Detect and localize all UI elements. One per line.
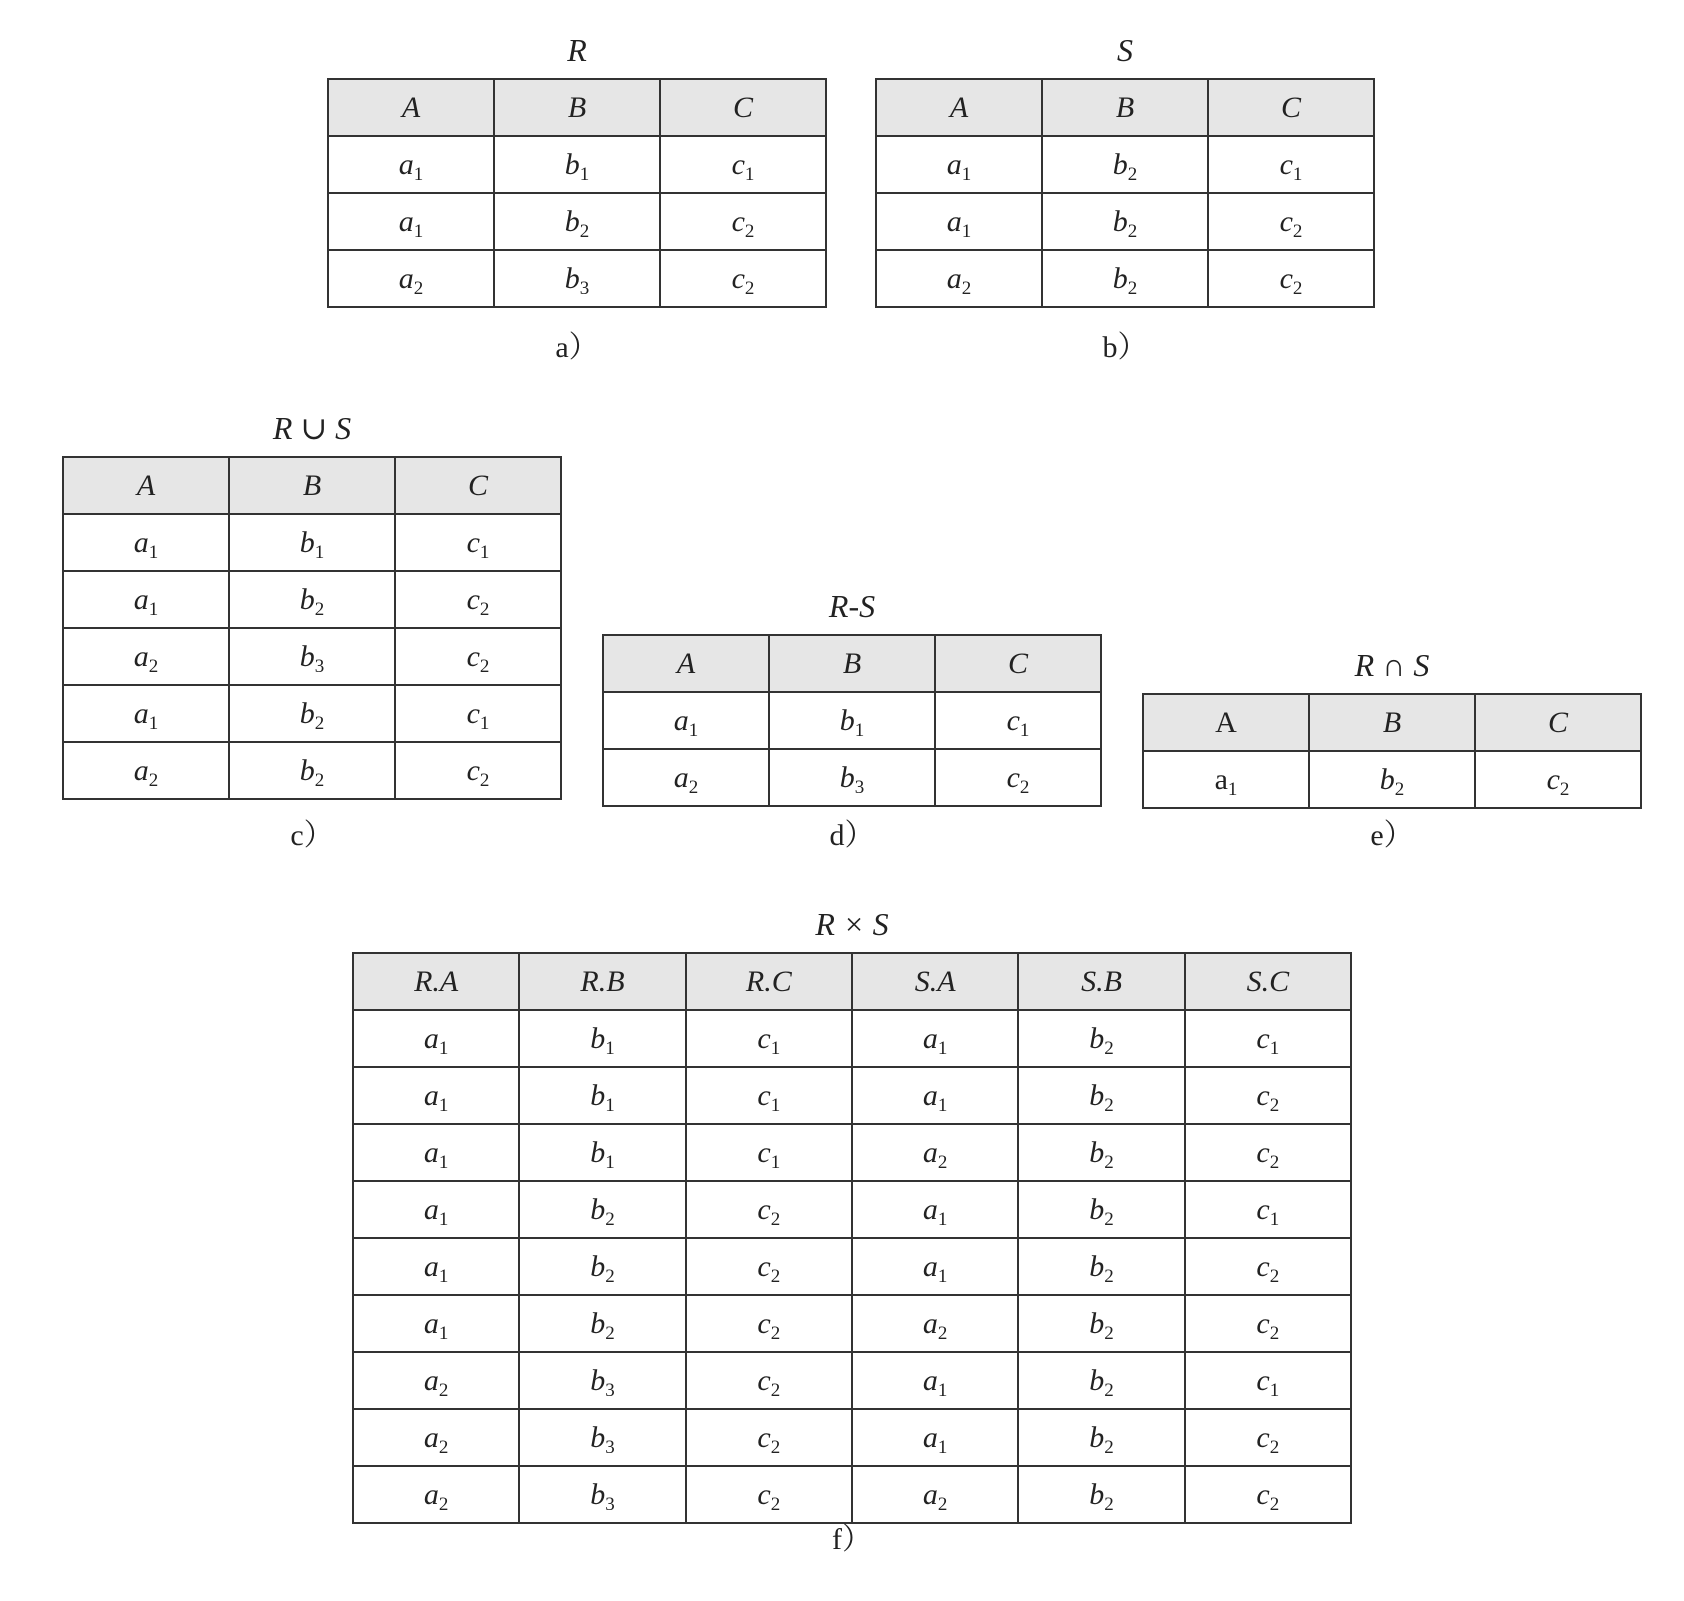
table-cell: $b_1$ xyxy=(769,692,935,749)
table-cell: $a_2$ xyxy=(63,742,229,799)
subscript-index: 2 xyxy=(770,1322,781,1344)
table-row xyxy=(353,1409,1351,1466)
subscript-index: 2 xyxy=(438,1436,449,1458)
table-cell: $b_2$ xyxy=(1042,250,1208,307)
table-row xyxy=(1143,751,1641,808)
subscript-index: 2 xyxy=(770,1379,781,1401)
table-cell: $c_1$ xyxy=(686,1010,852,1067)
relation-caption: f） xyxy=(832,1523,872,1556)
subscript-index: 1 xyxy=(937,1208,948,1230)
table-cell: $b_2$ xyxy=(1018,1352,1184,1409)
subscript-index: 1 xyxy=(770,1151,781,1173)
table-cell: $c_2$ xyxy=(660,250,826,307)
header-row xyxy=(876,79,1374,136)
table-cell: $c_2$ xyxy=(1475,751,1641,808)
subscript-index: 1 xyxy=(479,712,490,734)
table-cell: $a_1$ xyxy=(353,1181,519,1238)
table-cell: $c_2$ xyxy=(686,1181,852,1238)
subscript-index: 2 xyxy=(314,769,325,791)
table-row xyxy=(353,1466,1351,1523)
table-cell: $c_1$ xyxy=(660,136,826,193)
subscript-index: 1 xyxy=(479,541,490,563)
table-cell: $b_3$ xyxy=(519,1466,685,1523)
table-cell: $a_1$ xyxy=(852,1238,1018,1295)
subscript-index: 3 xyxy=(854,776,865,798)
subscript-index: 1 xyxy=(937,1379,948,1401)
subscript-index: 2 xyxy=(688,776,699,798)
subscript-index: 2 xyxy=(1019,776,1030,798)
relation-table-union xyxy=(62,456,562,800)
table-row xyxy=(353,1181,1351,1238)
table-cell: $b_3$ xyxy=(769,749,935,806)
subscript-index: 1 xyxy=(148,712,159,734)
subscript-index: 2 xyxy=(605,1322,615,1344)
table-cell: $a_2$ xyxy=(852,1295,1018,1352)
subscript-index: 2 xyxy=(1104,1151,1114,1173)
table-cell: $c_2$ xyxy=(686,1352,852,1409)
subscript-index: 2 xyxy=(1269,1436,1280,1458)
subscript-index: 1 xyxy=(1269,1037,1280,1059)
table-cell: $b_2$ xyxy=(1018,1295,1184,1352)
subscript-index: 2 xyxy=(937,1493,948,1515)
table-cell: $b_2$ xyxy=(1042,136,1208,193)
subscript-index: 1 xyxy=(937,1265,948,1287)
column-header: R.A xyxy=(353,953,519,1010)
table-cell: $c_2$ xyxy=(395,742,561,799)
table-cell: $b_1$ xyxy=(519,1124,685,1181)
table-cell: $b_3$ xyxy=(519,1352,685,1409)
relation-table-r xyxy=(327,78,827,308)
column-header: R.B xyxy=(519,953,685,1010)
column-header: S.A xyxy=(852,953,1018,1010)
table-cell: $a_1$ xyxy=(63,685,229,742)
table-cell: $b_2$ xyxy=(1018,1067,1184,1124)
subscript-index: 2 xyxy=(413,277,424,299)
table-row xyxy=(63,571,561,628)
table-cell: $b_2$ xyxy=(494,193,660,250)
relation-title: R ∩ S xyxy=(1354,647,1430,683)
table-row xyxy=(353,1295,1351,1352)
subscript-index: 1 xyxy=(937,1436,948,1458)
table-row xyxy=(63,685,561,742)
table-cell: $a_1$ xyxy=(328,193,494,250)
subscript-index: 2 xyxy=(579,220,590,242)
table-cell: $c_1$ xyxy=(1208,136,1374,193)
subscript-index: 1 xyxy=(937,1094,948,1116)
table-row xyxy=(603,749,1101,806)
subscript-index: 1 xyxy=(148,541,159,563)
table-cell: $a_1$ xyxy=(63,571,229,628)
subscript-index: 2 xyxy=(148,769,159,791)
subscript-index: 2 xyxy=(1269,1094,1280,1116)
subscript-index: 1 xyxy=(438,1151,449,1173)
subscript-index: 1 xyxy=(1269,1208,1280,1230)
table-cell: $a_1$ xyxy=(852,1181,1018,1238)
subscript-index: 2 xyxy=(314,598,325,620)
subscript-index: 1 xyxy=(770,1037,781,1059)
subscript-index: 2 xyxy=(1292,220,1303,242)
table-cell: $b_2$ xyxy=(1042,193,1208,250)
table-cell: $c_2$ xyxy=(660,193,826,250)
table-cell: $a_1$ xyxy=(353,1295,519,1352)
table-row xyxy=(876,250,1374,307)
table-cell: $c_2$ xyxy=(1185,1124,1351,1181)
panel-difference xyxy=(602,586,1102,866)
table-cell: $c_1$ xyxy=(686,1124,852,1181)
column-header: B xyxy=(229,457,395,514)
column-header: C xyxy=(1475,694,1641,751)
table-cell: $b_2$ xyxy=(519,1295,685,1352)
table-row xyxy=(328,250,826,307)
subscript-index: 2 xyxy=(1127,163,1138,185)
table-cell: $b_2$ xyxy=(229,742,395,799)
subscript-index: 2 xyxy=(1104,1493,1114,1515)
subscript-index: 2 xyxy=(314,712,325,734)
table-cell: $c_1$ xyxy=(1185,1352,1351,1409)
subscript-index: 1 xyxy=(854,719,865,741)
subscript-index: 1 xyxy=(438,1037,449,1059)
header-row xyxy=(353,953,1351,1010)
subscript-index: 1 xyxy=(438,1094,449,1116)
relation-title: R xyxy=(567,32,587,68)
subscript-index: 3 xyxy=(605,1436,615,1458)
subscript-index: 2 xyxy=(1104,1379,1114,1401)
table-cell: $a_2$ xyxy=(353,1352,519,1409)
subscript-index: 2 xyxy=(961,277,972,299)
panel-union xyxy=(62,408,562,868)
subscript-index: 1 xyxy=(605,1037,615,1059)
subscript-index: 3 xyxy=(605,1379,615,1401)
table-cell: $b_2$ xyxy=(1018,1124,1184,1181)
table-cell: $a_1$ xyxy=(852,1352,1018,1409)
header-row xyxy=(328,79,826,136)
subscript-index: 2 xyxy=(1104,1265,1114,1287)
subscript-index: 2 xyxy=(1104,1037,1114,1059)
column-header: S.B xyxy=(1018,953,1184,1010)
table-cell: $a_2$ xyxy=(328,250,494,307)
subscript-index: 1 xyxy=(744,163,755,185)
subscript-index: 2 xyxy=(1104,1436,1114,1458)
table-row xyxy=(876,193,1374,250)
subscript-index: 3 xyxy=(314,655,325,677)
subscript-index: 2 xyxy=(1292,277,1303,299)
subscript-index: 2 xyxy=(1127,277,1138,299)
relation-title: R ∪ S xyxy=(272,410,352,446)
panel-s xyxy=(875,30,1375,370)
table-cell: $c_2$ xyxy=(1185,1466,1351,1523)
subscript-index: 2 xyxy=(1127,220,1138,242)
column-header: A xyxy=(1143,694,1309,751)
subscript-index: 2 xyxy=(438,1379,449,1401)
table-cell: $c_2$ xyxy=(1185,1067,1351,1124)
table-cell: $b_3$ xyxy=(494,250,660,307)
table-cell: $b_2$ xyxy=(519,1238,685,1295)
subscript-index: 1 xyxy=(438,1265,449,1287)
table-cell: $a_1$ xyxy=(852,1409,1018,1466)
relation-title: R × S xyxy=(815,906,889,942)
column-header: R.C xyxy=(686,953,852,1010)
table-row xyxy=(353,1352,1351,1409)
subscript-index: 2 xyxy=(148,655,159,677)
subscript-index: 1 xyxy=(148,598,159,620)
table-cell: $c_1$ xyxy=(935,692,1101,749)
subscript-index: 2 xyxy=(1104,1208,1114,1230)
column-header: C xyxy=(395,457,561,514)
column-header: S.C xyxy=(1185,953,1351,1010)
subscript-index: 2 xyxy=(1104,1094,1114,1116)
table-cell: $c_1$ xyxy=(1185,1010,1351,1067)
subscript-index: 2 xyxy=(438,1493,449,1515)
relation-caption: c） xyxy=(290,819,334,852)
table-cell: $c_2$ xyxy=(686,1238,852,1295)
table-cell: $a_1$ xyxy=(353,1124,519,1181)
subscript-index: 2 xyxy=(605,1265,615,1287)
table-row xyxy=(353,1067,1351,1124)
table-cell: $b_3$ xyxy=(519,1409,685,1466)
table-row xyxy=(876,136,1374,193)
table-cell: $b_2$ xyxy=(1018,1409,1184,1466)
table-row xyxy=(63,742,561,799)
table-cell: $b_2$ xyxy=(519,1181,685,1238)
subscript-index: 2 xyxy=(479,598,490,620)
subscript-index: 2 xyxy=(1269,1265,1280,1287)
column-header: B xyxy=(769,635,935,692)
table-cell: $c_1$ xyxy=(395,514,561,571)
subscript-index: 1 xyxy=(413,220,424,242)
table-cell: $c_2$ xyxy=(395,571,561,628)
table-row xyxy=(603,692,1101,749)
subscript-index: 2 xyxy=(770,1265,781,1287)
subscript-index: 2 xyxy=(770,1493,781,1515)
subscript-index: 1 xyxy=(770,1094,781,1116)
table-cell: $a_1$ xyxy=(876,136,1042,193)
table-cell: $a_1$ xyxy=(876,193,1042,250)
subscript-index: 1 xyxy=(605,1094,615,1116)
column-header: A xyxy=(328,79,494,136)
subscript-index: 2 xyxy=(744,220,755,242)
column-header: A xyxy=(603,635,769,692)
subscript-index: 2 xyxy=(1104,1322,1114,1344)
subscript-index: 2 xyxy=(744,277,755,299)
subscript-index: 2 xyxy=(770,1208,781,1230)
panel-r xyxy=(327,30,827,370)
column-header: A xyxy=(63,457,229,514)
table-cell: $b_1$ xyxy=(519,1010,685,1067)
column-header: B xyxy=(1309,694,1475,751)
subscript-index: 1 xyxy=(438,1208,449,1230)
table-cell: $a_2$ xyxy=(353,1466,519,1523)
column-header: C xyxy=(1208,79,1374,136)
table-cell: $b_1$ xyxy=(494,136,660,193)
table-cell: $a_1$ xyxy=(852,1067,1018,1124)
subscript-index: 2 xyxy=(479,769,490,791)
panel-intersection xyxy=(1142,645,1642,865)
table-cell: $a_2$ xyxy=(876,250,1042,307)
table-cell: $c_2$ xyxy=(686,1409,852,1466)
table-cell: $a_2$ xyxy=(353,1409,519,1466)
subscript-index: 2 xyxy=(937,1322,948,1344)
table-row xyxy=(353,1124,1351,1181)
table-row xyxy=(328,193,826,250)
subscript-index: 1 xyxy=(961,220,972,242)
table-cell: $b_1$ xyxy=(519,1067,685,1124)
column-header: A xyxy=(876,79,1042,136)
subscript-index: 1 xyxy=(688,719,699,741)
subscript-index: 2 xyxy=(605,1208,615,1230)
subscript-index: 1 xyxy=(605,1151,615,1173)
table-cell: $b_2$ xyxy=(1018,1238,1184,1295)
relation-title: S xyxy=(1117,32,1133,68)
subscript-index: 1 xyxy=(961,163,972,185)
header-row xyxy=(63,457,561,514)
relation-table-s xyxy=(875,78,1375,308)
table-cell: $b_2$ xyxy=(229,571,395,628)
subscript-index: 2 xyxy=(770,1436,781,1458)
table-cell: $a_1$ xyxy=(328,136,494,193)
table-cell: $c_2$ xyxy=(935,749,1101,806)
table-cell: $c_1$ xyxy=(686,1067,852,1124)
subscript-index: 3 xyxy=(605,1493,615,1515)
table-cell: $a_1$ xyxy=(353,1238,519,1295)
subscript-index: 1 xyxy=(314,541,325,563)
table-cell: $c_1$ xyxy=(1185,1181,1351,1238)
table-cell: $a_1$ xyxy=(603,692,769,749)
panel-product xyxy=(352,904,1352,1584)
table-cell: $c_2$ xyxy=(1208,250,1374,307)
table-cell: $c_1$ xyxy=(395,685,561,742)
relation-caption: d） xyxy=(829,819,875,852)
table-cell: $a_1$ xyxy=(1143,751,1309,808)
subscript-index: 2 xyxy=(1394,778,1405,800)
column-header: B xyxy=(494,79,660,136)
table-cell: $a_2$ xyxy=(63,628,229,685)
subscript-index: 1 xyxy=(438,1322,449,1344)
table-cell: $a_1$ xyxy=(353,1010,519,1067)
table-cell: $a_1$ xyxy=(63,514,229,571)
table-row xyxy=(353,1238,1351,1295)
relation-title: R-S xyxy=(828,588,876,624)
table-cell: $c_2$ xyxy=(395,628,561,685)
table-cell: $c_2$ xyxy=(1185,1409,1351,1466)
subscript-index: 2 xyxy=(1269,1493,1280,1515)
table-cell: $c_2$ xyxy=(686,1466,852,1523)
table-cell: $a_1$ xyxy=(353,1067,519,1124)
relation-caption: a） xyxy=(555,331,599,364)
table-row xyxy=(353,1010,1351,1067)
column-header: C xyxy=(660,79,826,136)
relation-table-product xyxy=(352,952,1352,1524)
table-cell: $b_2$ xyxy=(229,685,395,742)
header-row xyxy=(603,635,1101,692)
subscript-index: 1 xyxy=(1227,778,1238,800)
subscript-index: 1 xyxy=(579,163,590,185)
subscript-index: 1 xyxy=(937,1037,948,1059)
table-cell: $b_2$ xyxy=(1309,751,1475,808)
table-row xyxy=(63,514,561,571)
relation-table-difference xyxy=(602,634,1102,807)
table-cell: $b_2$ xyxy=(1018,1466,1184,1523)
table-cell: $c_2$ xyxy=(686,1295,852,1352)
table-cell: $c_2$ xyxy=(1185,1295,1351,1352)
subscript-index: 1 xyxy=(1019,719,1030,741)
table-cell: $a_2$ xyxy=(603,749,769,806)
table-cell: $a_2$ xyxy=(852,1124,1018,1181)
table-cell: $c_2$ xyxy=(1185,1238,1351,1295)
subscript-index: 1 xyxy=(413,163,424,185)
table-cell: $a_2$ xyxy=(852,1466,1018,1523)
subscript-index: 2 xyxy=(937,1151,948,1173)
subscript-index: 2 xyxy=(479,655,490,677)
column-header: C xyxy=(935,635,1101,692)
column-header: B xyxy=(1042,79,1208,136)
subscript-index: 1 xyxy=(1269,1379,1280,1401)
table-cell: $b_2$ xyxy=(1018,1181,1184,1238)
table-cell: $b_2$ xyxy=(1018,1010,1184,1067)
subscript-index: 3 xyxy=(579,277,590,299)
table-row xyxy=(63,628,561,685)
table-cell: $b_3$ xyxy=(229,628,395,685)
table-cell: $a_1$ xyxy=(852,1010,1018,1067)
relation-caption: e） xyxy=(1370,819,1414,852)
subscript-index: 2 xyxy=(1269,1151,1280,1173)
subscript-index: 2 xyxy=(1269,1322,1280,1344)
relation-table-intersection xyxy=(1142,693,1642,809)
header-row xyxy=(1143,694,1641,751)
table-cell: $c_2$ xyxy=(1208,193,1374,250)
table-cell: $b_1$ xyxy=(229,514,395,571)
relation-caption: b） xyxy=(1102,331,1148,364)
table-row xyxy=(328,136,826,193)
subscript-index: 1 xyxy=(1292,163,1303,185)
subscript-index: 2 xyxy=(1559,778,1570,800)
